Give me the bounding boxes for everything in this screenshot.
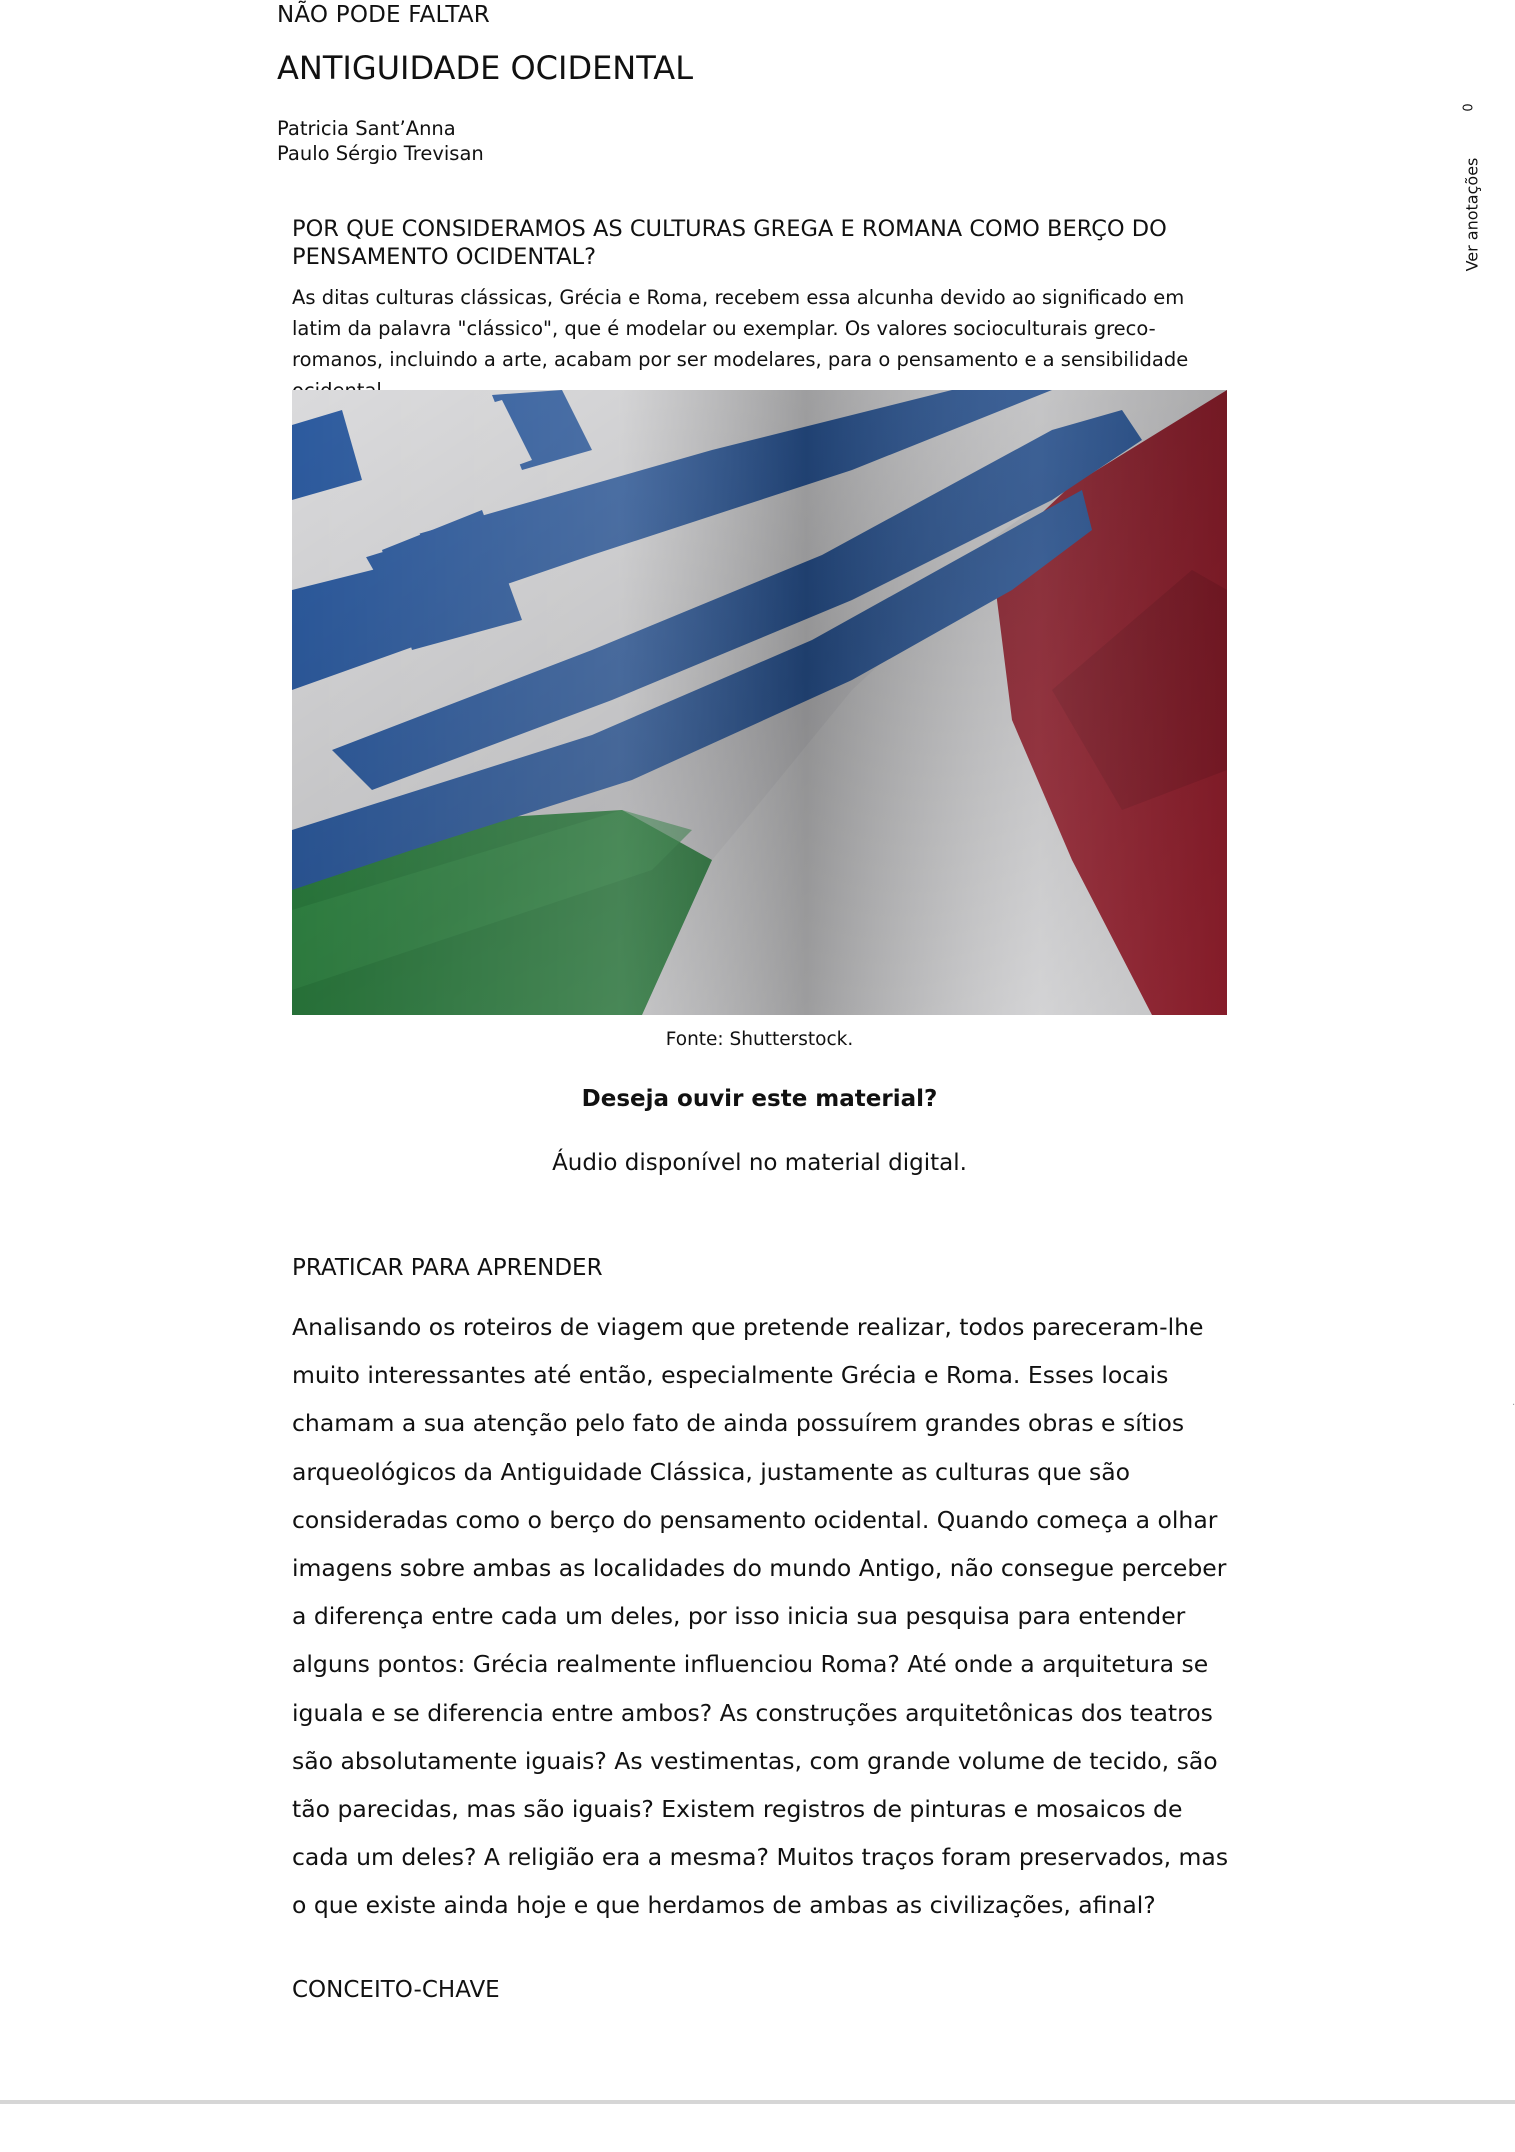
section-label: NÃO PODE FALTAR [277, 2, 490, 28]
audio-title: Deseja ouvir este material? [581, 1086, 938, 1112]
annotations-panel-toggle[interactable] [1457, 90, 1487, 290]
question-heading: POR QUE CONSIDERAMOS AS CULTURAS GREGA E ROMANA COMO BERÇO DO PENSAMENTO OCIDENTAL? [292, 216, 1167, 270]
authors [277, 116, 484, 166]
flags-image [292, 390, 1227, 1015]
page-title: ANTIGUIDADE OCIDENTAL [277, 49, 694, 87]
author-name: Patricia Sant’Anna [277, 117, 456, 140]
practice-heading: PRATICAR PARA APRENDER [292, 1255, 603, 1281]
audio-availability-note: Áudio disponível no material digital. [552, 1150, 967, 1176]
annotations-count: 0 [1461, 103, 1477, 112]
practice-body: Analisando os roteiros de viagem que pretende realizar, todos pareceram-lhe muito interessantes até então, especialmente Grécia e Roma. Esses locais chamam a sua atenção pelo fato de ainda possuírem grandes obras e sítios arqueológicos da Antiguidade Clássica, justamente as culturas que são consideradas como o berço do pensamento ocidental. Quando começa a olhar imagens sobre ambas as localidades do mundo Antigo, não consegue perceber a diferença entre cada um deles, por isso inicia sua pesquisa para entender alguns pontos: Grécia realmente influenciou Roma? Até onde a arquitetura se iguala e se diferencia entre ambos? As construções arquitetônicas dos teatros são absolutamente iguais? As vestimentas, com grande volume de tecido, são tão parecidas, mas são iguais? Existem registros de pinturas e mosaicos de cada um deles? A religião era a mesma? Muitos traços foram preservados, mas o que existe ainda hoje e que herdamos de ambas as civilizações, afinal? [292, 1313, 1229, 1920]
page-divider [0, 2100, 1515, 2104]
annotations-button[interactable]: Ver anotações [1462, 157, 1482, 272]
key-concept-heading: CONCEITO-CHAVE [292, 1977, 500, 2003]
author-name: Paulo Sérgio Trevisan [277, 142, 484, 165]
scroll-indicator[interactable]: · [1512, 1400, 1515, 1411]
question-body: As ditas culturas clássicas, Grécia e Roma, recebem essa alcunha devido ao significado em latim da palavra "clássico", que é modelar ou exemplar. Os valores socioculturais greco-romanos, incluindo a arte, acabam por ser modelares, para o pensamento e a sensibilidade [292, 286, 1189, 371]
figure-caption: Fonte: Shutterstock. [665, 1029, 854, 1050]
greece-italy-flags-illustration [292, 390, 1227, 1015]
